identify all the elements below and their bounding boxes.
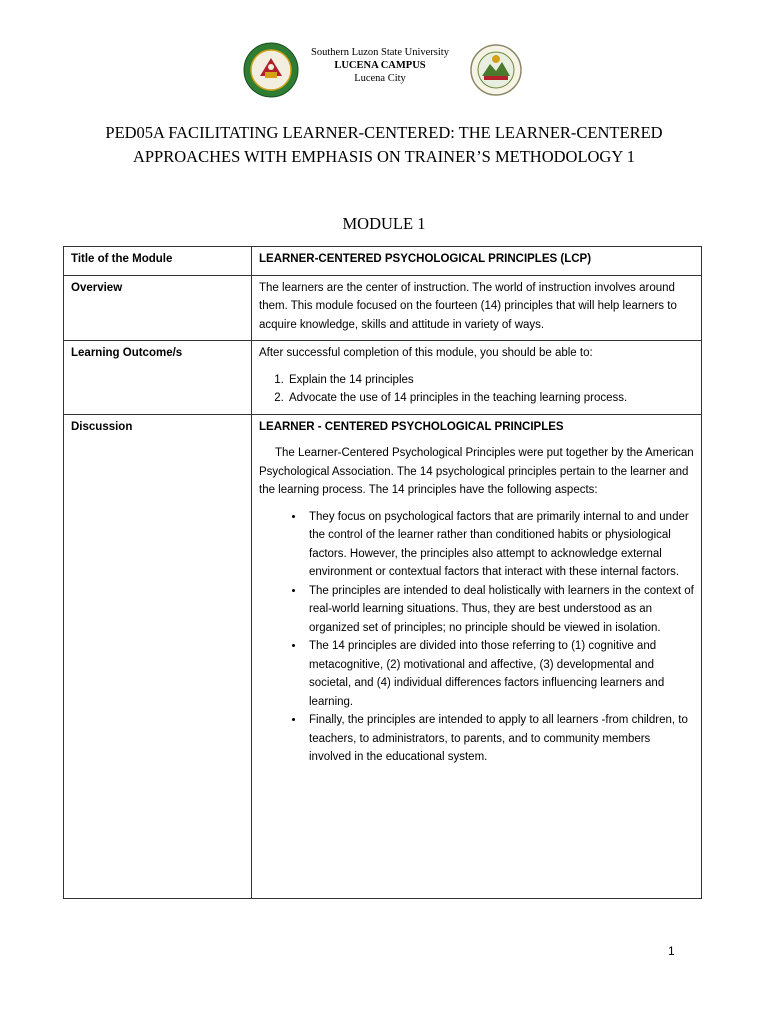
- outcomes-label: Learning Outcome/s: [64, 341, 252, 415]
- campus-name: LUCENA CAMPUS: [334, 60, 426, 71]
- list-item: 1. Explain the 14 principles: [287, 371, 694, 390]
- table-row-overview: [64, 275, 702, 341]
- list-item: • The principles are intended to deal holistically with learners in the context of real-world learning situations. Thus, they are best understood as an organized set of principles; no principle should be viewed in isolation.: [305, 582, 694, 638]
- outcomes-intro: After successful completion of this module, you should be able to:: [259, 347, 593, 359]
- module-title-value: LEARNER-CENTERED PSYCHOLOGICAL PRINCIPLES (LCP): [252, 247, 702, 276]
- discussion-label: Discussion: [64, 414, 252, 898]
- aspects-list: [259, 508, 694, 767]
- table-row-outcomes: [64, 341, 702, 415]
- university-name-block: [290, 46, 470, 85]
- list-item: • The 14 principles are divided into those referring to (1) cognitive and metacognitive, (2) motivational and affective, (3) developmental and societal, and (4) individual differences factors influencing learners and learning.: [305, 637, 694, 711]
- outcomes-list: [259, 371, 694, 408]
- table-row-title: [64, 247, 702, 276]
- campus-seal-icon: [470, 44, 522, 96]
- discussion-cell: [252, 414, 702, 898]
- city-name: Lucena City: [354, 73, 406, 84]
- table-row-discussion: [64, 414, 702, 898]
- page-header: [0, 42, 768, 112]
- list-item: • They focus on psychological factors that are primarily internal to and under the control of the learner rather than conditioned habits or physiological factors. However, the principles also attempt to acknowledge external environment or contextual factors that interact with these internal factors.: [305, 508, 694, 582]
- discussion-heading: LEARNER - CENTERED PSYCHOLOGICAL PRINCIPLES: [259, 420, 564, 433]
- list-item: • Finally, the principles are intended to apply to all learners -from children, to teachers, to administrators, to parents, and to community members involved in the educational system.: [305, 711, 694, 767]
- list-item: 2. Advocate the use of 14 principles in the teaching learning process.: [287, 389, 694, 408]
- overview-text: The learners are the center of instruction. The world of instruction involves around them. This module focused on the fourteen (14) principles that will help learners to acquire knowledge, skills and attitude in variety of ways.: [252, 275, 702, 341]
- page-number: 1: [668, 944, 675, 958]
- title-label: Title of the Module: [64, 247, 252, 276]
- discussion-paragraph: The Learner-Centered Psychological Principles were put together by the American Psychological Association. The 14 psychological principles pertain to the learner and the learning process. The 14 principles have the following aspects:: [259, 447, 694, 496]
- overview-label: Overview: [64, 275, 252, 341]
- outcomes-cell: [252, 341, 702, 415]
- document-title: PED05A FACILITATING LEARNER-CENTERED: THE LEARNER-CENTERED APPROACHES WITH EMPHASIS ON TRAINER’S METHODOLOGY 1: [105, 123, 663, 166]
- university-name: Southern Luzon State University: [311, 47, 449, 58]
- module-label: MODULE 1: [342, 214, 426, 233]
- module-table: [63, 246, 702, 899]
